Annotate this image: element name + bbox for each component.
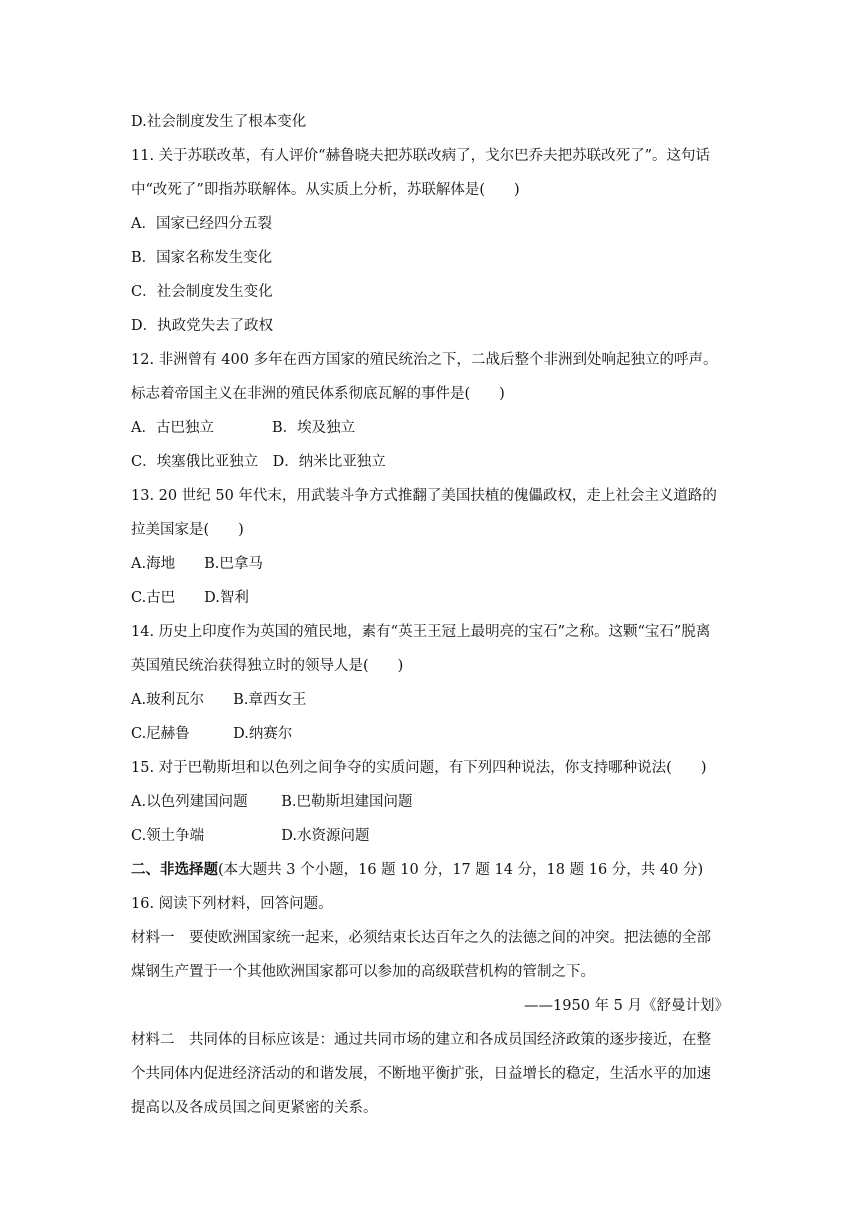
q11-option-c: C．社会制度发生变化 bbox=[131, 284, 273, 300]
q11-option-a: A．国家已经四分五裂 bbox=[131, 216, 272, 232]
section-2-heading bbox=[131, 860, 703, 880]
q13-stem-line1: 13. 20 世纪 50 年代末，用武装斗争方式推翻了美国扶植的傀儡政权，走上社会主义道路的 bbox=[131, 488, 717, 504]
q12-options-ab: A．古巴独立 B．埃及独立 bbox=[131, 420, 356, 436]
section-2-note: (本大题共 3 个小题，16 题 10 分，17 题 14 分，18 题 16 分，共 40 分) bbox=[218, 862, 704, 878]
q15-options-cd: C.领土争端 D.水资源问题 bbox=[131, 828, 370, 844]
q14-stem-line2: 英国殖民统治获得独立时的领导人是( ) bbox=[131, 658, 404, 674]
q16-material-2-line3: 提高以及各成员国之间更紧密的关系。 bbox=[131, 1100, 378, 1116]
q13-options-cd: C.古巴 D.智利 bbox=[131, 590, 249, 606]
q14-stem-line1: 14. 历史上印度作为英国的殖民地，素有“英王王冠上最明亮的宝石”之称。这颗“宝石”脱离 bbox=[131, 624, 711, 640]
q10-option-d: D.社会制度发生了根本变化 bbox=[131, 114, 307, 130]
q15-options-ab: A.以色列建国问题 B.巴勒斯坦建国问题 bbox=[131, 794, 413, 810]
section-2-title: 二、非选择题 bbox=[131, 861, 218, 878]
q16-stem: 16. 阅读下列材料，回答问题。 bbox=[131, 896, 333, 912]
q16-material-2-line2: 个共同体内促进经济活动的和谐发展，不断地平衡扩张，日益增长的稳定，生活水平的加速 bbox=[131, 1066, 711, 1082]
q11-stem-line2: 中“改死了”即指苏联解体。从实质上分析，苏联解体是( ) bbox=[131, 182, 520, 198]
q12-stem-line1: 12. 非洲曾有 400 多年在西方国家的殖民统治之下，二战后整个非洲到处响起独立的呼声。 bbox=[131, 352, 718, 368]
q13-stem-line2: 拉美国家是( ) bbox=[131, 522, 244, 538]
q13-options-ab: A.海地 B.巴拿马 bbox=[131, 556, 263, 572]
q11-stem-line1: 11. 关于苏联改革，有人评价“赫鲁晓夫把苏联改病了，戈尔巴乔夫把苏联改死了”。这句话 bbox=[131, 148, 710, 164]
q14-options-cd: C.尼赫鲁 D.纳赛尔 bbox=[131, 726, 293, 742]
q16-material-1-source: ——1950 年 5 月《舒曼计划》 bbox=[524, 998, 729, 1014]
q14-options-ab: A.玻利瓦尔 B.章西女王 bbox=[131, 692, 307, 708]
q11-option-b: B．国家名称发生变化 bbox=[131, 250, 273, 266]
q11-option-d: D．执政党失去了政权 bbox=[131, 318, 274, 334]
q12-options-cd: C．埃塞俄比亚独立 D．纳米比亚独立 bbox=[131, 454, 386, 470]
q16-material-1-line1: 材料一 要使欧洲国家统一起来，必须结束长达百年之久的法德之间的冲突。把法德的全部 bbox=[131, 930, 711, 946]
q16-material-1-line2: 煤钢生产置于一个其他欧洲国家都可以参加的高级联营机构的管制之下。 bbox=[131, 964, 595, 980]
q15-stem: 15. 对于巴勒斯坦和以色列之间争夺的实质问题，有下列四种说法，你支持哪种说法( ) bbox=[131, 760, 707, 776]
q16-material-2-line1: 材料二 共同体的目标应该是：通过共同市场的建立和各成员国经济政策的逐步接近，在整 bbox=[131, 1032, 711, 1048]
q12-stem-line2: 标志着帝国主义在非洲的殖民体系彻底瓦解的事件是( ) bbox=[131, 386, 505, 402]
